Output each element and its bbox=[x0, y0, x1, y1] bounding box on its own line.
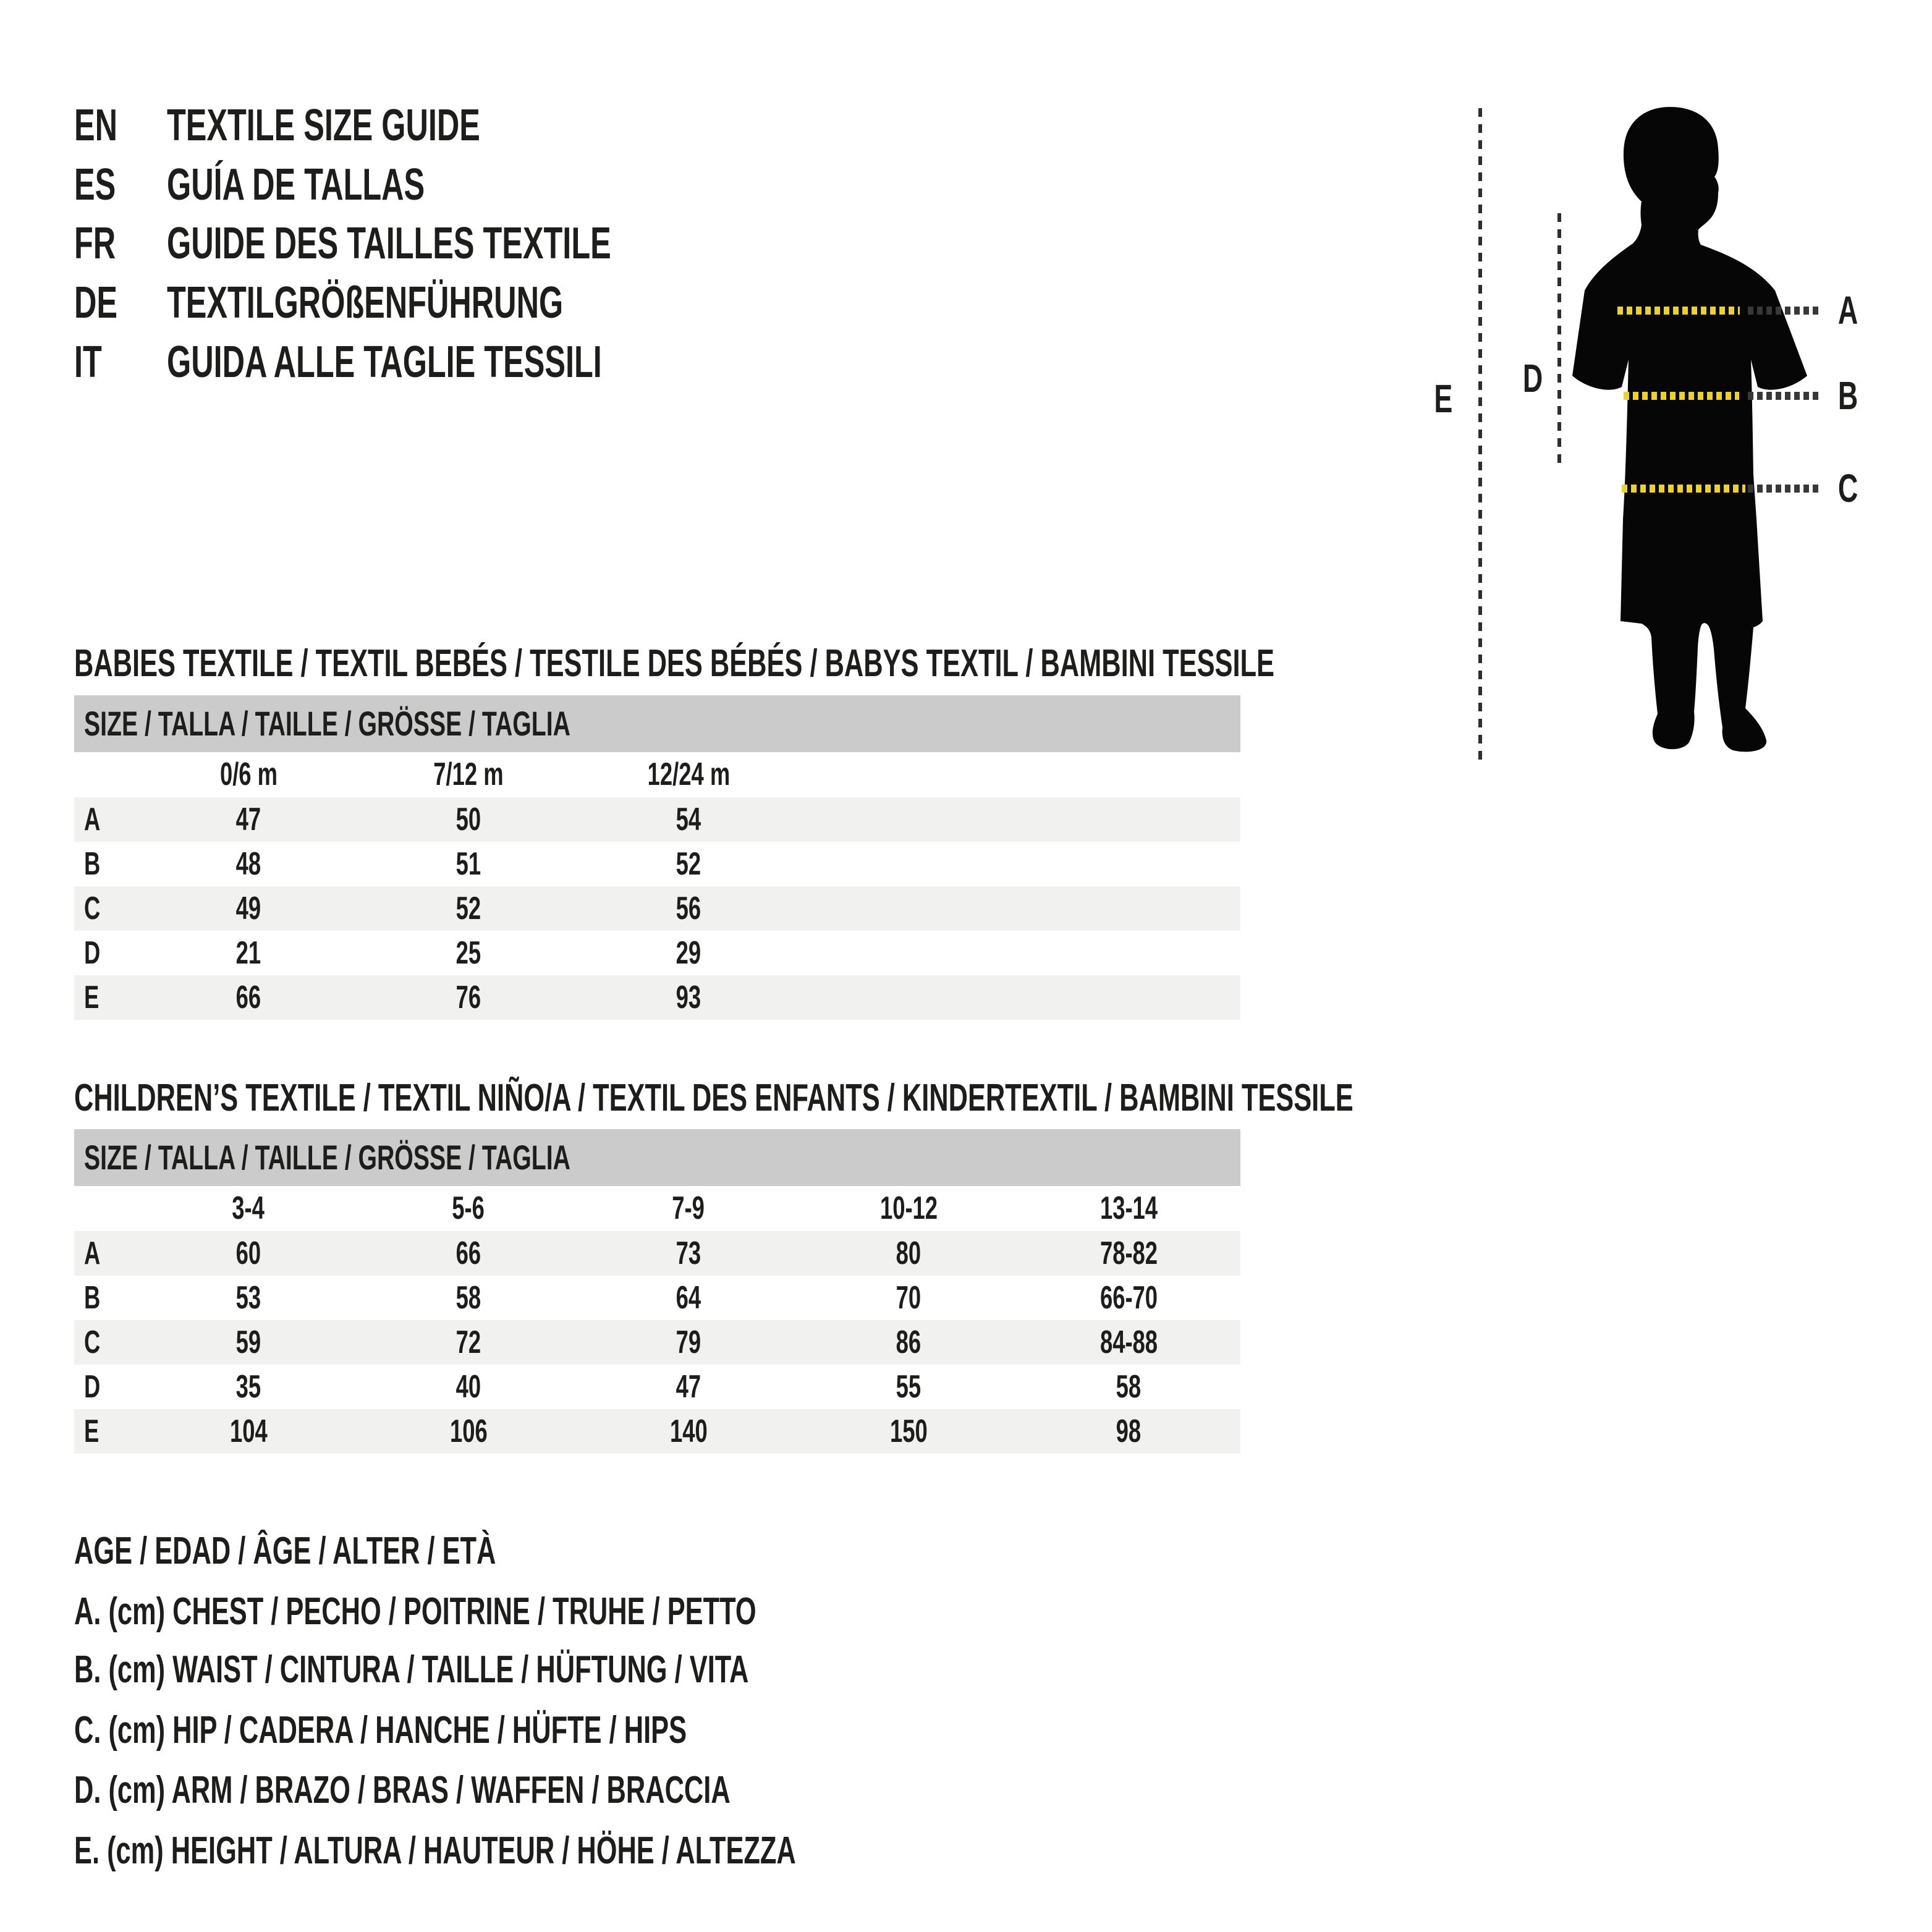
table-cell: 76 bbox=[455, 980, 481, 1015]
table-row-e bbox=[74, 975, 1240, 1020]
table-cell: 25 bbox=[455, 935, 481, 971]
row-label: D bbox=[84, 935, 101, 971]
table-row-d bbox=[74, 1365, 1240, 1409]
table-cell: 64 bbox=[676, 1280, 701, 1316]
hip-measure-leader bbox=[1748, 485, 1821, 493]
waist-measure-line bbox=[1624, 392, 1739, 400]
column-header: 10-12 bbox=[879, 1190, 938, 1226]
legend-line-5: E. (cm) HEIGHT / ALTURA / HAUTEUR / HÖHE / ALTEZZA bbox=[74, 1829, 796, 1872]
language-code: FR bbox=[74, 219, 116, 268]
table-cell: 66 bbox=[455, 1235, 481, 1271]
language-title: GUIDE DES TAILLES TEXTILE bbox=[167, 219, 611, 268]
table-cell: 50 bbox=[455, 802, 481, 837]
legend-line-2: B. (cm) WAIST / CINTURA / TAILLE / HÜFTUNG / VITA bbox=[74, 1648, 749, 1691]
header-spacer bbox=[74, 752, 138, 797]
table-row-b bbox=[74, 1276, 1240, 1320]
table-cell: 84-88 bbox=[1099, 1324, 1158, 1360]
table-cell: 56 bbox=[676, 891, 701, 926]
column-header: 0/6 m bbox=[219, 756, 278, 792]
babies-section-heading: BABIES TEXTILE / TEXTIL BEBÉS / TESTILE DES BÉBÉS / BABYS TEXTIL / BAMBINI TESSILE bbox=[74, 642, 1275, 685]
table-cell: 53 bbox=[235, 1280, 261, 1316]
figure-label-chest: A bbox=[1837, 288, 1858, 333]
row-label: A bbox=[84, 802, 101, 837]
table-cell: 52 bbox=[455, 891, 481, 926]
table-cell: 78-82 bbox=[1099, 1235, 1158, 1271]
size-table-title-bar: SIZE / TALLA / TAILLE / GRÖSSE / TAGLIA bbox=[74, 695, 1240, 752]
table-cell: 47 bbox=[235, 802, 261, 837]
column-header: 5-6 bbox=[452, 1190, 485, 1226]
language-title: GUÍA DE TALLAS bbox=[167, 160, 425, 210]
table-cell: 58 bbox=[455, 1280, 481, 1316]
hip-measure-line bbox=[1622, 485, 1745, 493]
legend-line-0: AGE / EDAD / ÂGE / ALTER / ETÀ bbox=[74, 1530, 496, 1572]
chest-measure-line bbox=[1617, 307, 1740, 315]
table-cell: 93 bbox=[676, 980, 701, 1015]
table-cell: 35 bbox=[235, 1369, 261, 1405]
table-cell: 73 bbox=[676, 1235, 701, 1271]
row-label: B bbox=[84, 846, 101, 882]
column-header: 7/12 m bbox=[433, 756, 504, 792]
table-cell: 104 bbox=[229, 1413, 268, 1449]
table-cell: 58 bbox=[1116, 1369, 1142, 1405]
waist-measure-leader bbox=[1748, 392, 1821, 400]
table-cell: 70 bbox=[896, 1280, 922, 1316]
column-header: 13-14 bbox=[1099, 1190, 1158, 1226]
language-title: GUIDA ALLE TAGLIE TESSILI bbox=[167, 337, 602, 387]
row-label: E bbox=[84, 980, 100, 1015]
table-cell: 66 bbox=[235, 980, 261, 1015]
table-cell: 49 bbox=[235, 891, 261, 926]
figure-label-hip: C bbox=[1837, 466, 1858, 511]
table-cell: 21 bbox=[235, 935, 261, 971]
language-title: TEXTILGRÖßENFÜHRUNG bbox=[167, 278, 564, 328]
table-cell: 59 bbox=[235, 1324, 261, 1360]
table-cell: 52 bbox=[676, 846, 701, 882]
column-header: 12/24 m bbox=[647, 756, 730, 792]
table-row-c bbox=[74, 1320, 1240, 1365]
table-cell: 150 bbox=[889, 1413, 928, 1449]
table-cell: 60 bbox=[235, 1235, 261, 1271]
table-row-e bbox=[74, 1409, 1240, 1454]
language-title: TEXTILE SIZE GUIDE bbox=[167, 101, 480, 150]
legend-line-4: D. (cm) ARM / BRAZO / BRAS / WAFFEN / BRACCIA bbox=[74, 1769, 731, 1811]
table-cell: 54 bbox=[676, 802, 701, 837]
table-cell: 29 bbox=[676, 935, 701, 971]
row-label: C bbox=[84, 891, 101, 926]
language-code: EN bbox=[74, 101, 118, 150]
row-label: C bbox=[84, 1324, 101, 1360]
figure-label-arm: D bbox=[1522, 356, 1543, 400]
language-code: IT bbox=[74, 337, 102, 387]
babies-size-table bbox=[74, 695, 1240, 1020]
table-cell: 98 bbox=[1116, 1413, 1142, 1449]
table-cell: 106 bbox=[449, 1413, 488, 1449]
table-row-a bbox=[74, 1231, 1240, 1276]
chest-measure-leader bbox=[1748, 307, 1821, 315]
table-cell: 72 bbox=[455, 1324, 481, 1360]
row-label: E bbox=[84, 1413, 100, 1449]
table-cell: 86 bbox=[896, 1324, 922, 1360]
legend-line-3: C. (cm) HIP / CADERA / HANCHE / HÜFTE / HIPS bbox=[74, 1709, 687, 1752]
table-cell: 79 bbox=[676, 1324, 701, 1360]
column-header: 3-4 bbox=[232, 1190, 265, 1226]
row-label: A bbox=[84, 1235, 101, 1271]
children-size-table bbox=[74, 1129, 1240, 1454]
table-row-d bbox=[74, 931, 1240, 975]
table-cell: 48 bbox=[235, 846, 261, 882]
legend-line-1: A. (cm) CHEST / PECHO / POITRINE / TRUHE / PETTO bbox=[74, 1590, 756, 1633]
table-cell: 140 bbox=[669, 1413, 708, 1449]
arm-measure-line bbox=[1557, 213, 1561, 470]
table-row-a bbox=[74, 797, 1240, 842]
table-cell: 40 bbox=[455, 1369, 481, 1405]
table-cell: 51 bbox=[455, 846, 481, 882]
table-cell: 55 bbox=[896, 1369, 922, 1405]
size-table-header-row bbox=[74, 1186, 1240, 1231]
row-label: D bbox=[84, 1369, 101, 1405]
size-table-header-row bbox=[74, 752, 1240, 797]
children-section-heading: CHILDREN’S TEXTILE / TEXTIL NIÑO/A / TEXTIL DES ENFANTS / KINDERTEXTIL / BAMBINI TESSILE bbox=[74, 1077, 1354, 1119]
language-code: DE bbox=[74, 278, 118, 328]
language-code: ES bbox=[74, 160, 116, 210]
figure-label-height: E bbox=[1434, 376, 1452, 421]
size-table-title-bar: SIZE / TALLA / TAILLE / GRÖSSE / TAGLIA bbox=[74, 1129, 1240, 1186]
header-spacer bbox=[74, 1186, 138, 1231]
table-row-c bbox=[74, 886, 1240, 931]
table-cell: 66-70 bbox=[1099, 1280, 1158, 1316]
table-cell: 80 bbox=[896, 1235, 922, 1271]
table-row-b bbox=[74, 842, 1240, 886]
figure-label-waist: B bbox=[1837, 373, 1858, 418]
row-label: B bbox=[84, 1280, 101, 1316]
column-header: 7-9 bbox=[672, 1190, 705, 1226]
table-cell: 47 bbox=[676, 1369, 701, 1405]
